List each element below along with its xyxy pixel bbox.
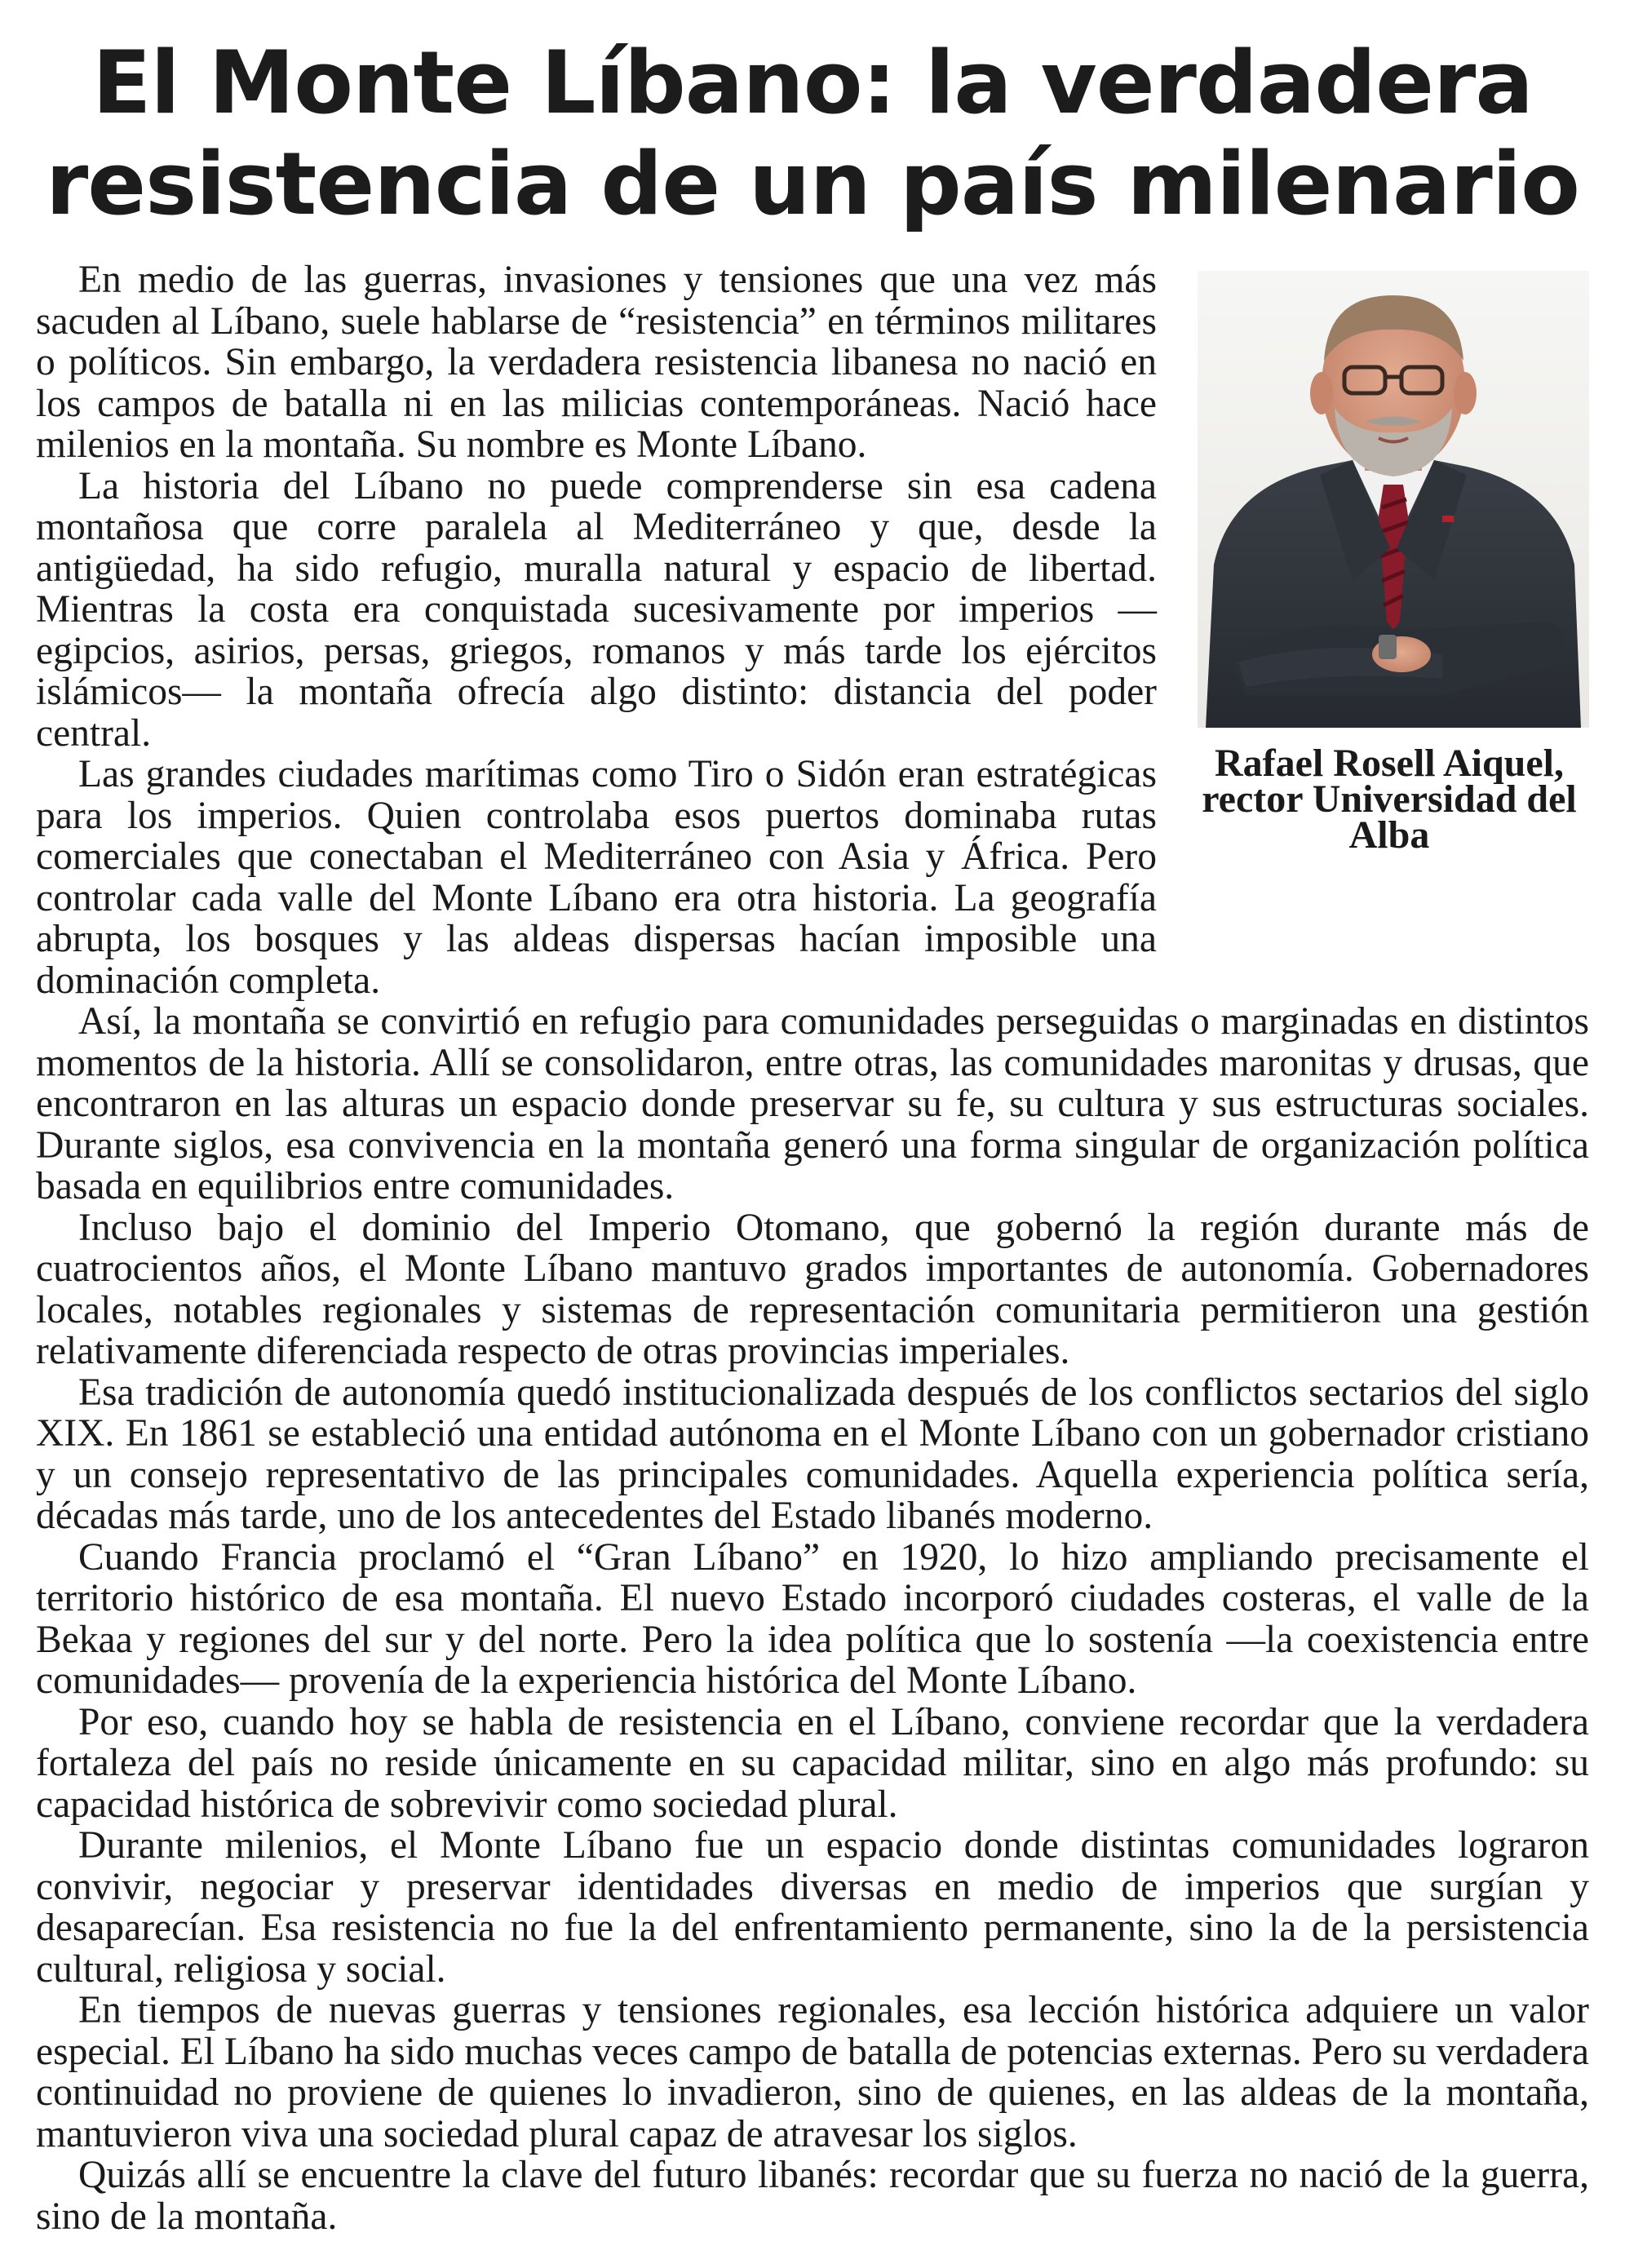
article-paragraph: En tiempos de nuevas guerras y tensiones regionales, esa lección histórica adquiere un valor especial. El Líbano ha sido muchas veces campo de batalla de potencias externas. Pero su verdadera continuidad no proviene de quienes lo invadieron, sino de quienes, en las aldeas de la montaña, mantuvieron viva una sociedad plural capaz de atravesar los siglos. (36, 1989, 1589, 2155)
article-headline: El Monte Líbano: la verdadera resistencia de un país milenario (46, 33, 1579, 234)
article-paragraph: Quizás allí se encuentre la clave del futuro libanés: recordar que su fuerza no nació de la guerra, sino de la montaña. (36, 2154, 1589, 2238)
author-portrait (1198, 271, 1589, 728)
article-paragraph: Por eso, cuando hoy se habla de resistencia en el Líbano, conviene recordar que la verdadera fortaleza del país no reside únicamente en su capacidad militar, sino en algo más profundo: su capacidad histórica de sobrevivir como sociedad plural. (36, 1700, 1589, 1826)
article-paragraph: Esa tradición de autonomía quedó institucionalizada después de los conflictos sectarios del siglo XIX. En 1861 se estableció una entidad autónoma en el Monte Líbano con un gobernador cristiano y un consejo representativo de las principales comunidades. Aquella experiencia política sería, décadas más tarde, uno de los antecedentes del Estado libanés moderno. (36, 1371, 1589, 1537)
article-paragraph: En medio de las guerras, invasiones y tensiones que una vez más sacuden al Líbano, suele hablarse de “resistencia” en términos militares o políticos. Sin embargo, la verdadera resistencia libanesa no nació en los campos de batalla ni en las milicias contemporáneas. Nació hace milenios en la montaña. Su nombre es Monte Líbano. (36, 259, 1157, 466)
article-body (36, 259, 1589, 2237)
article-paragraph: Así, la montaña se convirtió en refugio para comunidades perseguidas o marginadas en distintos momentos de la historia. Allí se consolidaron, entre otras, las comunidades maronitas y drusas, que encontraron en las alturas un espacio donde preservar su fe, su cultura y sus estructuras sociales. Durante siglos, esa convivencia en la montaña generó una forma singular de organización política basada en equilibrios entre comunidades. (36, 1000, 1589, 1207)
author-caption: Rafael Rosell Aiquel, rector Universidad del Alba (1202, 742, 1577, 857)
article-paragraph: La historia del Líbano no puede comprenderse sin esa cadena montañosa que corre paralela al Mediterráneo y que, desde la antigüedad, ha sido refugio, muralla natural y espacio de libertad. Mientras la costa era conquistada sucesivamente por imperios —egipcios, asirios, persas, griegos, romanos y más tarde los ejércitos islámicos— la montaña ofrecía algo distinto: distancia del poder central. (36, 464, 1157, 755)
article-paragraph: Durante milenios, el Monte Líbano fue un espacio donde distintas comunidades lograron convivir, negociar y preservar identidades diversas en medio de imperios que surgían y desaparecían. Esa resistencia no fue la del enfrentamiento permanente, sino la de la persistencia cultural, religiosa y social. (36, 1824, 1589, 1991)
author-box (1189, 271, 1589, 948)
author-photo (1198, 271, 1589, 728)
article-paragraph: Cuando Francia proclamó el “Gran Líbano” en 1920, lo hizo ampliando precisamente el territorio histórico de esa montaña. El nuevo Estado incorporó ciudades costeras, el valle de la Bekaa y regiones del sur y del norte. Pero la idea política que lo sostenía —la coexistencia entre comunidades— provenía de la experiencia histórica del Monte Líbano. (36, 1535, 1589, 1702)
article-paragraph: Las grandes ciudades marítimas como Tiro o Sidón eran estratégicas para los imperios. Quien controlaba esos puertos dominaba rutas comerciales que conectaban el Mediterráneo con Asia y África. Pero controlar cada valle del Monte Líbano era otra historia. La geografía abrupta, los bosques y las aldeas dispersas hacían imposible una dominación completa. (36, 753, 1157, 1002)
article-paragraph: Incluso bajo el dominio del Imperio Otomano, que gobernó la región durante más de cuatrocientos años, el Monte Líbano mantuvo grados importantes de autonomía. Gobernadores locales, notables regionales y sistemas de representación comunitaria permitieron una gestión relativamente diferenciada respecto de otras provincias imperiales. (36, 1206, 1589, 1372)
